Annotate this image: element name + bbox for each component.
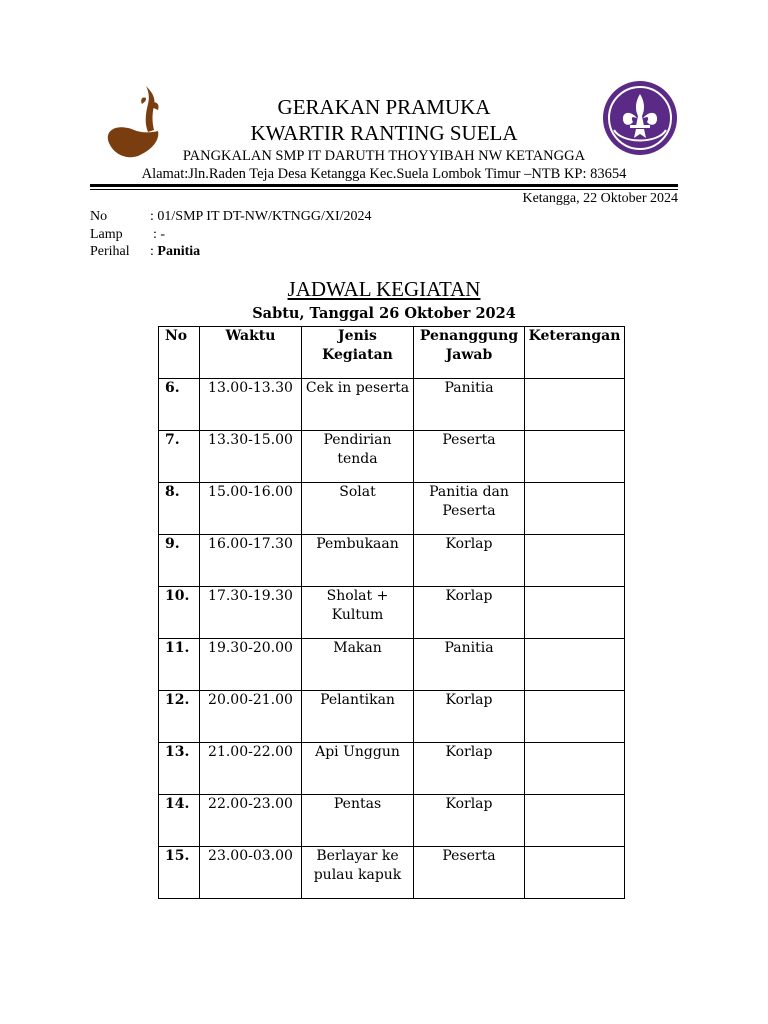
header-divider-thick <box>90 184 678 187</box>
row-penanggung-jawab: Korlap <box>414 691 525 743</box>
row-kegiatan: Pelantikan <box>302 691 414 743</box>
col-header-keterangan: Keterangan <box>525 327 625 379</box>
row-kegiatan: Berlayar ke pulau kapuk <box>302 847 414 899</box>
row-penanggung-jawab: Korlap <box>414 743 525 795</box>
row-penanggung-jawab: Peserta <box>414 431 525 483</box>
letter-number-row <box>90 208 372 226</box>
row-waktu: 21.00-22.00 <box>200 743 302 795</box>
row-no: 10. <box>159 587 200 639</box>
row-penanggung-jawab: Panitia <box>414 639 525 691</box>
row-waktu: 22.00-23.00 <box>200 795 302 847</box>
table-row <box>159 379 625 431</box>
table-row <box>159 691 625 743</box>
row-waktu: 16.00-17.30 <box>200 535 302 587</box>
table-row <box>159 795 625 847</box>
col-header-kegiatan: Jenis Kegiatan <box>302 327 414 379</box>
table-row <box>159 587 625 639</box>
row-no: 14. <box>159 795 200 847</box>
row-keterangan <box>525 587 625 639</box>
attachment-row <box>90 226 165 244</box>
row-keterangan <box>525 483 625 535</box>
row-penanggung-jawab: Panitia <box>414 379 525 431</box>
col-header-no: No <box>159 327 200 379</box>
letter-number-label: No <box>90 209 108 224</box>
letter-number-value: : 01/SMP IT DT-NW/KTNGG/XI/2024 <box>150 209 372 224</box>
row-keterangan <box>525 691 625 743</box>
row-no: 7. <box>159 431 200 483</box>
row-no: 11. <box>159 639 200 691</box>
row-no: 15. <box>159 847 200 899</box>
row-waktu: 19.30-20.00 <box>200 639 302 691</box>
row-penanggung-jawab: Peserta <box>414 847 525 899</box>
row-kegiatan: Solat <box>302 483 414 535</box>
row-keterangan <box>525 379 625 431</box>
subject-colon: : <box>150 244 158 259</box>
row-no: 9. <box>159 535 200 587</box>
table-header-row <box>159 327 625 379</box>
row-waktu: 17.30-19.30 <box>200 587 302 639</box>
row-keterangan <box>525 795 625 847</box>
row-waktu: 20.00-21.00 <box>200 691 302 743</box>
row-kegiatan: Cek in peserta <box>302 379 414 431</box>
address: Alamat:Jln.Raden Teja Desa Ketangga Kec.Suela Lombok Timur –NTB KP: 83654 <box>141 166 627 182</box>
col-header-waktu: Waktu <box>200 327 302 379</box>
attachment-label: Lamp <box>90 227 123 242</box>
row-no: 6. <box>159 379 200 431</box>
row-penanggung-jawab: Korlap <box>414 587 525 639</box>
row-waktu: 13.00-13.30 <box>200 379 302 431</box>
table-row <box>159 535 625 587</box>
row-kegiatan: Makan <box>302 639 414 691</box>
table-row <box>159 743 625 795</box>
row-keterangan <box>525 431 625 483</box>
row-waktu: 23.00-03.00 <box>200 847 302 899</box>
row-no: 8. <box>159 483 200 535</box>
row-kegiatan: Sholat + Kultum <box>302 587 414 639</box>
attachment-value: : - <box>153 227 166 242</box>
row-kegiatan: Api Unggun <box>302 743 414 795</box>
table-row <box>159 431 625 483</box>
branch-name: KWARTIR RANTING SUELA <box>250 121 518 145</box>
subject-row <box>90 243 200 261</box>
row-no: 13. <box>159 743 200 795</box>
letter-date: Ketangga, 22 Oktober 2024 <box>522 191 678 206</box>
row-keterangan <box>525 743 625 795</box>
row-no: 12. <box>159 691 200 743</box>
table-row <box>159 639 625 691</box>
row-kegiatan: Pendirian tenda <box>302 431 414 483</box>
table-row <box>159 483 625 535</box>
table-row <box>159 847 625 899</box>
row-penanggung-jawab: Korlap <box>414 795 525 847</box>
col-header-penanggung-jawab: Penanggung Jawab <box>414 327 525 379</box>
row-keterangan <box>525 847 625 899</box>
org-name: GERAKAN PRAMUKA <box>277 95 491 119</box>
row-keterangan <box>525 535 625 587</box>
row-keterangan <box>525 639 625 691</box>
subject-label: Perihal <box>90 244 130 259</box>
row-kegiatan: Pembukaan <box>302 535 414 587</box>
row-waktu: 13.30-15.00 <box>200 431 302 483</box>
schedule-title: JADWAL KEGIATAN <box>287 277 481 301</box>
schedule-subtitle: Sabtu, Tanggal 26 Oktober 2024 <box>252 305 516 322</box>
row-waktu: 15.00-16.00 <box>200 483 302 535</box>
row-penanggung-jawab: Korlap <box>414 535 525 587</box>
row-kegiatan: Pentas <box>302 795 414 847</box>
base-name: PANGKALAN SMP IT DARUTH THOYYIBAH NW KETANGGA <box>182 148 586 164</box>
schedule-table <box>158 326 625 899</box>
subject-value: Panitia <box>157 244 201 259</box>
row-penanggung-jawab: Panitia dan Peserta <box>414 483 525 535</box>
